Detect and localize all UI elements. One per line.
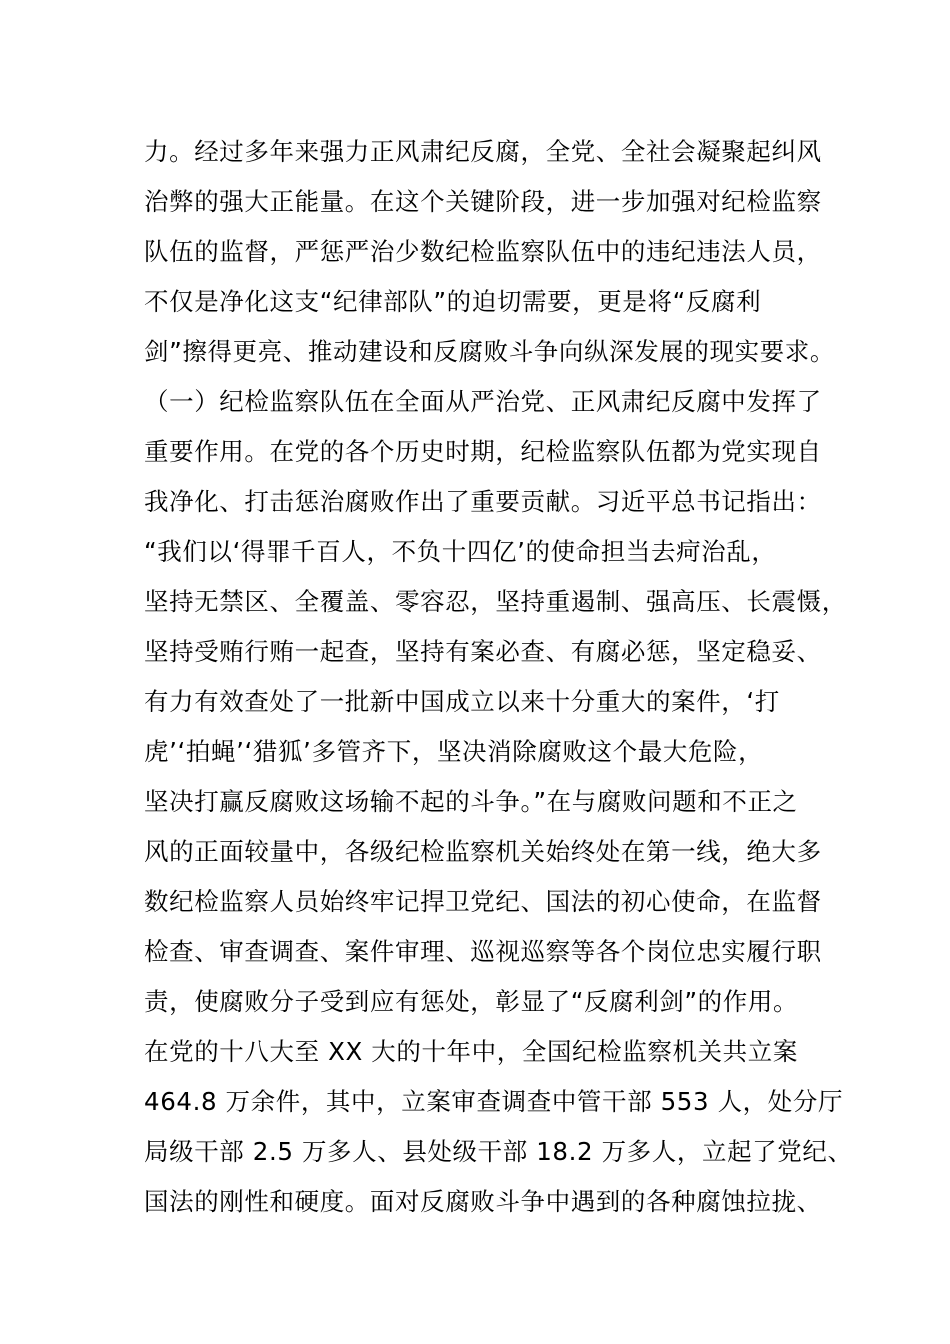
text-line: 局级干部 2.5 万多人、县处级干部 18.2 万多人，立起了党纪、 [144, 1137, 853, 1166]
text-line: 力。经过多年来强力正风肃纪反腐，全党、全社会凝聚起纠风 [144, 137, 822, 166]
text-line: 国法的刚性和硬度。面对反腐败斗争中遇到的各种腐蚀拉拢、 [144, 1187, 822, 1216]
text-line: 队伍的监督，严惩严治少数纪检监察队伍中的违纪违法人员， [144, 237, 822, 266]
text-line: 风的正面较量中，各级纪检监察机关始终处在第一线，绝大多 [144, 837, 822, 866]
text-line: 重要作用。在党的各个历史时期，纪检监察队伍都为党实现自 [144, 437, 822, 466]
quote-line: 有力有效查处了一批新中国成立以来十分重大的案件，‘打 [144, 687, 780, 716]
text-line: 数纪检监察人员始终牢记捍卫党纪、国法的初心使命，在监督 [144, 887, 822, 916]
quote-line: 坚持无禁区、全覆盖、零容忍，坚持重遏制、强高压、长震慑， [144, 587, 847, 616]
text-line: 坚决打赢反腐败这场输不起的斗争。”在与腐败问题和不正之 [144, 787, 798, 816]
text-line: 检查、审查调查、案件审理、巡视巡察等各个岗位忠实履行职 [144, 937, 822, 966]
text-line: 不仅是净化这支“纪律部队”的迫切需要，更是将“反腐利 [144, 287, 762, 316]
text-line: 治弊的强大正能量。在这个关键阶段，进一步加强对纪检监察 [144, 187, 822, 216]
text-line: 责，使腐败分子受到应有惩处，彰显了“反腐利剑”的作用。 [144, 987, 799, 1016]
text-line: 我净化、打击惩治腐败作出了重要贡献。习近平总书记指出： [144, 487, 822, 516]
section-heading-line: （一）纪检监察队伍在全面从严治党、正风肃纪反腐中发挥了 [144, 387, 822, 416]
quote-line: 虎’‘拍蝇’‘猎狐’多管齐下，坚决消除腐败这个最大危险， [144, 737, 764, 766]
text-line: 464.8 万余件，其中，立案审查调查中管干部 553 人，处分厅 [144, 1087, 844, 1116]
quote-line: “我们以‘得罪千百人，不负十四亿’的使命担当去疴治乱， [144, 537, 777, 566]
text-line: 在党的十八大至 XX 大的十年中，全国纪检监察机关共立案 [144, 1037, 798, 1066]
quote-line: 坚持受贿行贿一起查，坚持有案必查、有腐必惩，坚定稳妥、 [144, 637, 822, 666]
text-line: 剑”擦得更亮、推动建设和反腐败斗争向纵深发展的现实要求。 [144, 337, 835, 366]
